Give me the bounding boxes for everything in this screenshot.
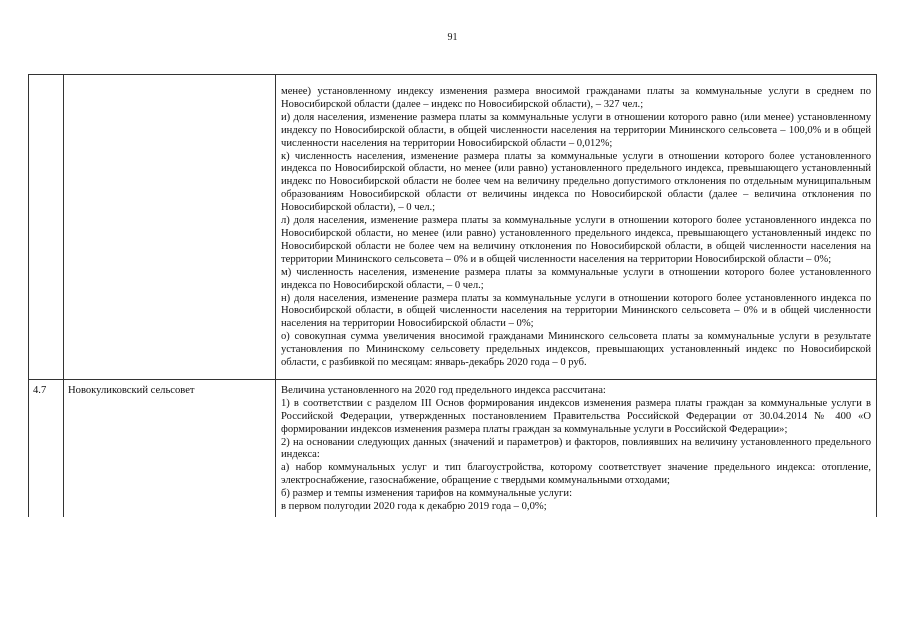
paragraph: а) набор коммунальных услуг и тип благоустройства, которому соответствует значение предельного индекса: отопление, электроснабжение, газоснабжение, обращение с твердыми коммунальными отходами;	[281, 462, 871, 487]
municipality-name-cell	[64, 75, 276, 380]
document-table	[28, 74, 877, 517]
row-number-cell	[29, 75, 64, 380]
paragraph: м) численность населения, изменение размера платы за коммунальные услуги в отношении которого более установленного индекса по Новосибирской области, – 0 чел.;	[281, 266, 871, 291]
paragraph: к) численность населения, изменение размера платы за коммунальные услуги в отношении которого более установленного индекса по Новосибирской области, но менее (или равно) установленного предельного индекса, превышающего установленный индекс по Новосибирской области не более чем на величину предельно допустимого отклонения по отдельным муниципальным образованиям Новосибирской области от величины индекса по Новосибирской области (далее – величина отклонения по Новосибирской области), – 0 чел.;	[281, 150, 871, 214]
paragraph: н) доля населения, изменение размера платы за коммунальные услуги в отношении которого более установленного индекса по Новосибирской области, в общей численности населения на территории Мининского сельсовета – 0% и в общей численности населения на территории Новосибирской области – 0%;	[281, 292, 871, 330]
page-number: 91	[447, 32, 458, 43]
table-row	[29, 75, 877, 380]
paragraph: и) доля населения, изменение размера платы за коммунальные услуги в отношении которого равно (или менее) установленному индексу по Новосибирской области, в общей численности населения на территории Мининского сельсовета – 100,0% и в общей численности населения на территории Новосибирской области – 0,012%;	[281, 111, 871, 149]
paragraph: в первом полугодии 2020 года к декабрю 2019 года – 0,0%;	[281, 501, 547, 513]
table-row	[29, 379, 877, 517]
paragraph: л) доля населения, изменение размера платы за коммунальные услуги в отношении которого более установленного индекса по Новосибирской области, но менее (или равно) установленного предельного индекса, превышающего установленный индекс по Новосибирской области не более чем на величину отклонения по Новосибирской области, в общей численности населения на территории Мининского сельсовета – 0% и в общей численности населения на территории Новосибирской области – 0%;	[281, 215, 871, 265]
row-number-cell: 4.7	[29, 379, 64, 517]
paragraph: 2) на основании следующих данных (значений и параметров) и факторов, повлиявших на величину установленного предельного индекса:	[281, 436, 871, 461]
paragraph: Величина установленного на 2020 год предельного индекса рассчитана:	[281, 384, 606, 396]
description-cell	[276, 75, 877, 380]
paragraph: о) совокупная сумма увеличения вносимой гражданами Мининского сельсовета платы за коммунальные услуги в результате установления по Мининскому сельсовету предельных индексов, превышающих установленный индекс по Новосибирской области, с разбивкой по месяцам: январь-декабрь 2020 года – 0 руб.	[281, 331, 871, 369]
municipality-name-cell: Новокуликовский сельсовет	[64, 379, 276, 517]
paragraph: менее) установленному индексу изменения размера вносимой гражданами платы за коммунальные услуги в среднем по Новосибирской области (далее – индекс по Новосибирской области), – 327 чел.;	[281, 86, 871, 110]
description-cell	[276, 379, 877, 517]
paragraph: б) размер и темпы изменения тарифов на коммунальные услуги:	[281, 488, 573, 500]
paragraph: 1) в соответствии с разделом III Основ формирования индексов изменения размера платы граждан за коммунальные услуги в Российской Федерации, утвержденных постановлением Правительства Российской Федерации от 30.04.2014 № 400 «О формировании индексов изменения размера платы граждан за коммунальные услуги в Российской Федерации»;	[281, 397, 871, 435]
